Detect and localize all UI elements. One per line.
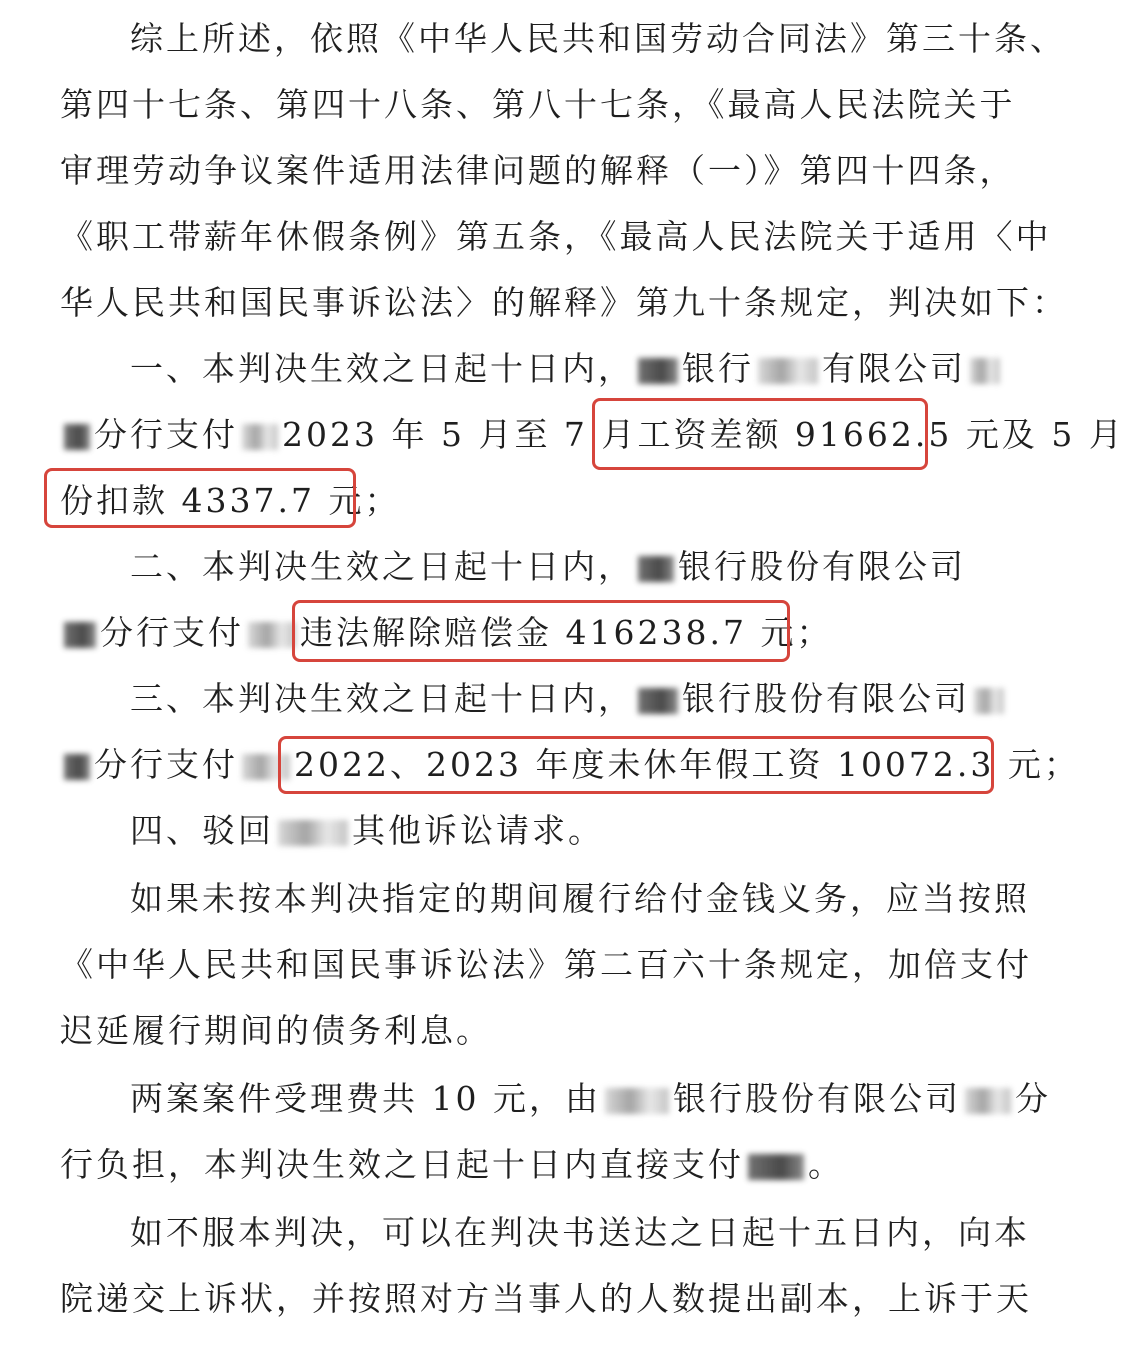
fee-paragraph-line-1 <box>60 1066 1051 1132</box>
judgment-item-1-line-1 <box>60 336 1030 402</box>
judgment-item-3-line-1 <box>60 666 1030 732</box>
item-text: 分行支付 <box>94 745 238 784</box>
redaction-blur <box>970 358 1000 384</box>
item-text: 三、本判决生效之日起十日内， <box>130 679 634 718</box>
judgment-item-1-line-2 <box>60 402 1125 468</box>
redaction-blur <box>64 424 90 450</box>
item-text: 有限公司 <box>822 349 966 388</box>
item-text: 分行支付 <box>94 415 238 454</box>
redaction-blur <box>974 688 1004 714</box>
item-text: 银行股份有限公司 <box>672 1079 961 1118</box>
item-text: 。 <box>808 1145 844 1184</box>
paragraph-line: 院递交上诉状，并按照对方当事人的人数提出副本，上诉于天 <box>60 1279 1032 1318</box>
compensation-amount: 违法解除赔偿金 416238.7 元； <box>300 613 833 652</box>
redaction-blur <box>248 622 296 648</box>
redaction-blur <box>638 688 678 714</box>
redaction-blur <box>748 1154 804 1180</box>
wage-difference-amount: 工资差额 91662.5 元 <box>637 415 1002 454</box>
item-text: 分 <box>1014 1079 1051 1118</box>
judgment-item-2-line-2 <box>60 600 1030 666</box>
redaction-blur <box>242 754 290 780</box>
item-text: 分行支付 <box>100 613 244 652</box>
redaction-blur <box>64 622 96 648</box>
redaction-blur <box>242 424 278 450</box>
item-text: 一、本判决生效之日起十日内， <box>130 349 634 388</box>
redaction-blur <box>638 556 674 582</box>
item-text: 二、本判决生效之日起十日内， <box>130 547 634 586</box>
judgment-item-4 <box>60 798 1030 864</box>
item-text: 两案案件受理费共 10 元，由 <box>130 1079 601 1118</box>
paragraph-line: 迟延履行期间的债务利息。 <box>60 1011 492 1050</box>
item-text: 2023 年 5 月至 7 月 <box>282 415 638 454</box>
item-text: 及 5 月 <box>1001 415 1125 454</box>
paragraph-line: 审理劳动争议案件适用法律问题的解释（一）》第四十四条， <box>60 151 1016 190</box>
item-text: 银行 <box>682 349 754 388</box>
redaction-blur <box>64 754 90 780</box>
paragraph-line: 如不服本判决，可以在判决书送达之日起十五日内，向本 <box>130 1213 1030 1252</box>
item-text: 银行股份有限公司 <box>678 547 966 586</box>
judgment-item-3-line-2 <box>60 732 1080 798</box>
redaction-blur <box>605 1088 669 1114</box>
item-text: 银行股份有限公司 <box>682 679 970 718</box>
item-text: 行负担，本判决生效之日起十日内直接支付 <box>60 1145 744 1184</box>
redaction-blur <box>278 820 348 846</box>
paragraph-line: 如果未按本判决指定的期间履行给付金钱义务，应当按照 <box>130 879 1030 918</box>
item-text: 四、驳回 <box>130 811 274 850</box>
annual-leave-wage-amount: 2022、2023 年度未休年假工资 10072.3 元； <box>294 745 1080 784</box>
redaction-blur <box>758 358 818 384</box>
redaction-blur <box>965 1088 1011 1114</box>
judgment-item-2-line-1 <box>60 534 1030 600</box>
paragraph-line: 第四十七条、第四十八条、第八十七条，《最高人民法院关于 <box>60 85 1016 124</box>
paragraph-line: 《中华人民共和国民事诉讼法》第二百六十条规定，加倍支付 <box>60 945 1032 984</box>
deduction-amount: 份扣款 4337.7 元； <box>60 481 401 520</box>
redaction-blur <box>638 358 678 384</box>
paragraph-line: 《职工带薪年休假条例》第五条，《最高人民法院关于适用〈中 <box>60 217 1052 256</box>
fee-paragraph-line-2 <box>60 1132 1030 1198</box>
paragraph-line: 综上所述，依照《中华人民共和国劳动合同法》第三十条、 <box>130 19 1066 58</box>
paragraph-line: 华人民共和国民事诉讼法〉的解释》第九十条规定，判决如下： <box>60 283 1068 322</box>
item-text: 其他诉讼请求。 <box>352 811 604 850</box>
